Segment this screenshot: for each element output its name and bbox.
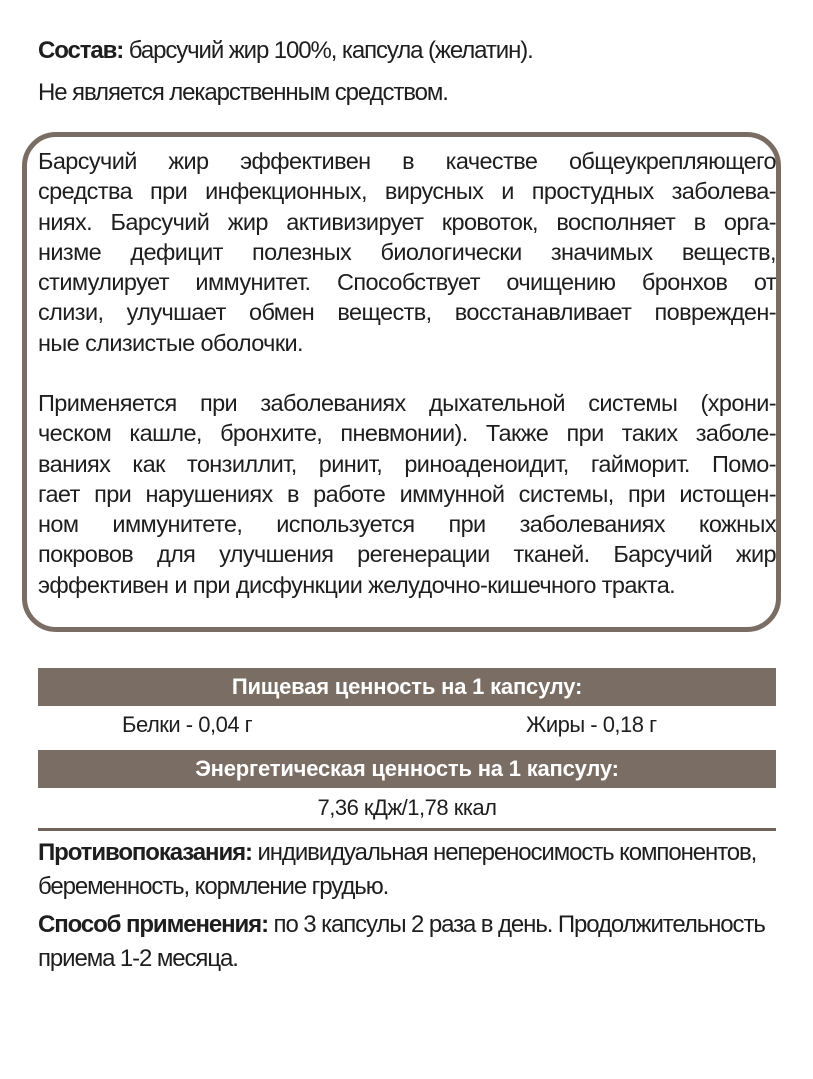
- description-line: гает при нарушениях в работе иммунной системы, при истощен-: [38, 480, 776, 507]
- nutrition-header: Пищевая ценность на 1 капсулу:: [38, 668, 776, 706]
- not-medicine-note: Не является лекарственным средством.: [38, 79, 448, 106]
- usage-label: Способ применения:: [38, 911, 268, 938]
- description-line: ные слизистые оболочки.: [38, 329, 303, 356]
- proteins-value: Белки - 0,04 г: [122, 712, 253, 737]
- description-line: эффективен и при дисфункции желудочно-кишечного тракта.: [38, 571, 676, 598]
- description-line: Барсучий жир эффективен в качестве общеукрепляющего: [38, 148, 776, 174]
- usage-text: по 3 капсулы 2 раза в день. Продолжительность: [267, 911, 765, 938]
- description-line: ваниях как тонзиллит, ринит, риноаденоидит, гайморит. Помо-: [38, 450, 776, 477]
- description-line: Применяется при заболеваниях дыхательной системы (хрони-: [38, 390, 776, 416]
- description-line: ческом кашле, бронхите, пневмонии). Также при таких заболе-: [38, 420, 776, 447]
- composition-label: Состав:: [38, 37, 124, 64]
- description-line: слизи, улучшает обмен веществ, восстанавливает поврежден-: [38, 299, 776, 326]
- description-paragraph-2: [38, 388, 776, 600]
- description-line: покровов для улучшения регенерации тканей. Барсучий жир: [38, 541, 776, 568]
- contraindications-line-1: [38, 838, 756, 868]
- energy-header: Энергетическая ценность на 1 капсулу:: [38, 750, 776, 788]
- composition-text: барсучий жир 100%, капсула (желатин).: [123, 37, 533, 64]
- description-line: средства при инфекционных, вирусных и простудных заболева-: [38, 178, 776, 205]
- fats-value: Жиры - 0,18 г: [526, 712, 657, 737]
- usage-line-1: [38, 910, 765, 940]
- contraindications-line-2: беременность, кормление грудью.: [38, 873, 389, 900]
- description-line: ном иммунитете, используется при заболеваниях кожных: [38, 511, 776, 538]
- description-paragraph-1: [38, 146, 776, 358]
- description-line: ниях. Барсучий жир активизирует кровоток, восполняет в орга-: [38, 208, 776, 235]
- description-line: низме дефицит полезных биологически значимых веществ,: [38, 238, 776, 265]
- divider: [38, 828, 776, 831]
- energy-value: 7,36 кДж/1,78 ккал: [317, 795, 497, 820]
- contraindications-text: индивидуальная непереносимость компонентов,: [251, 839, 757, 866]
- usage-line-2: приема 1-2 месяца.: [38, 945, 238, 972]
- description-line: стимулирует иммунитет. Способствует очищению бронхов от: [38, 269, 776, 296]
- composition-line: [38, 36, 533, 66]
- contraindications-label: Противопоказания:: [38, 839, 252, 866]
